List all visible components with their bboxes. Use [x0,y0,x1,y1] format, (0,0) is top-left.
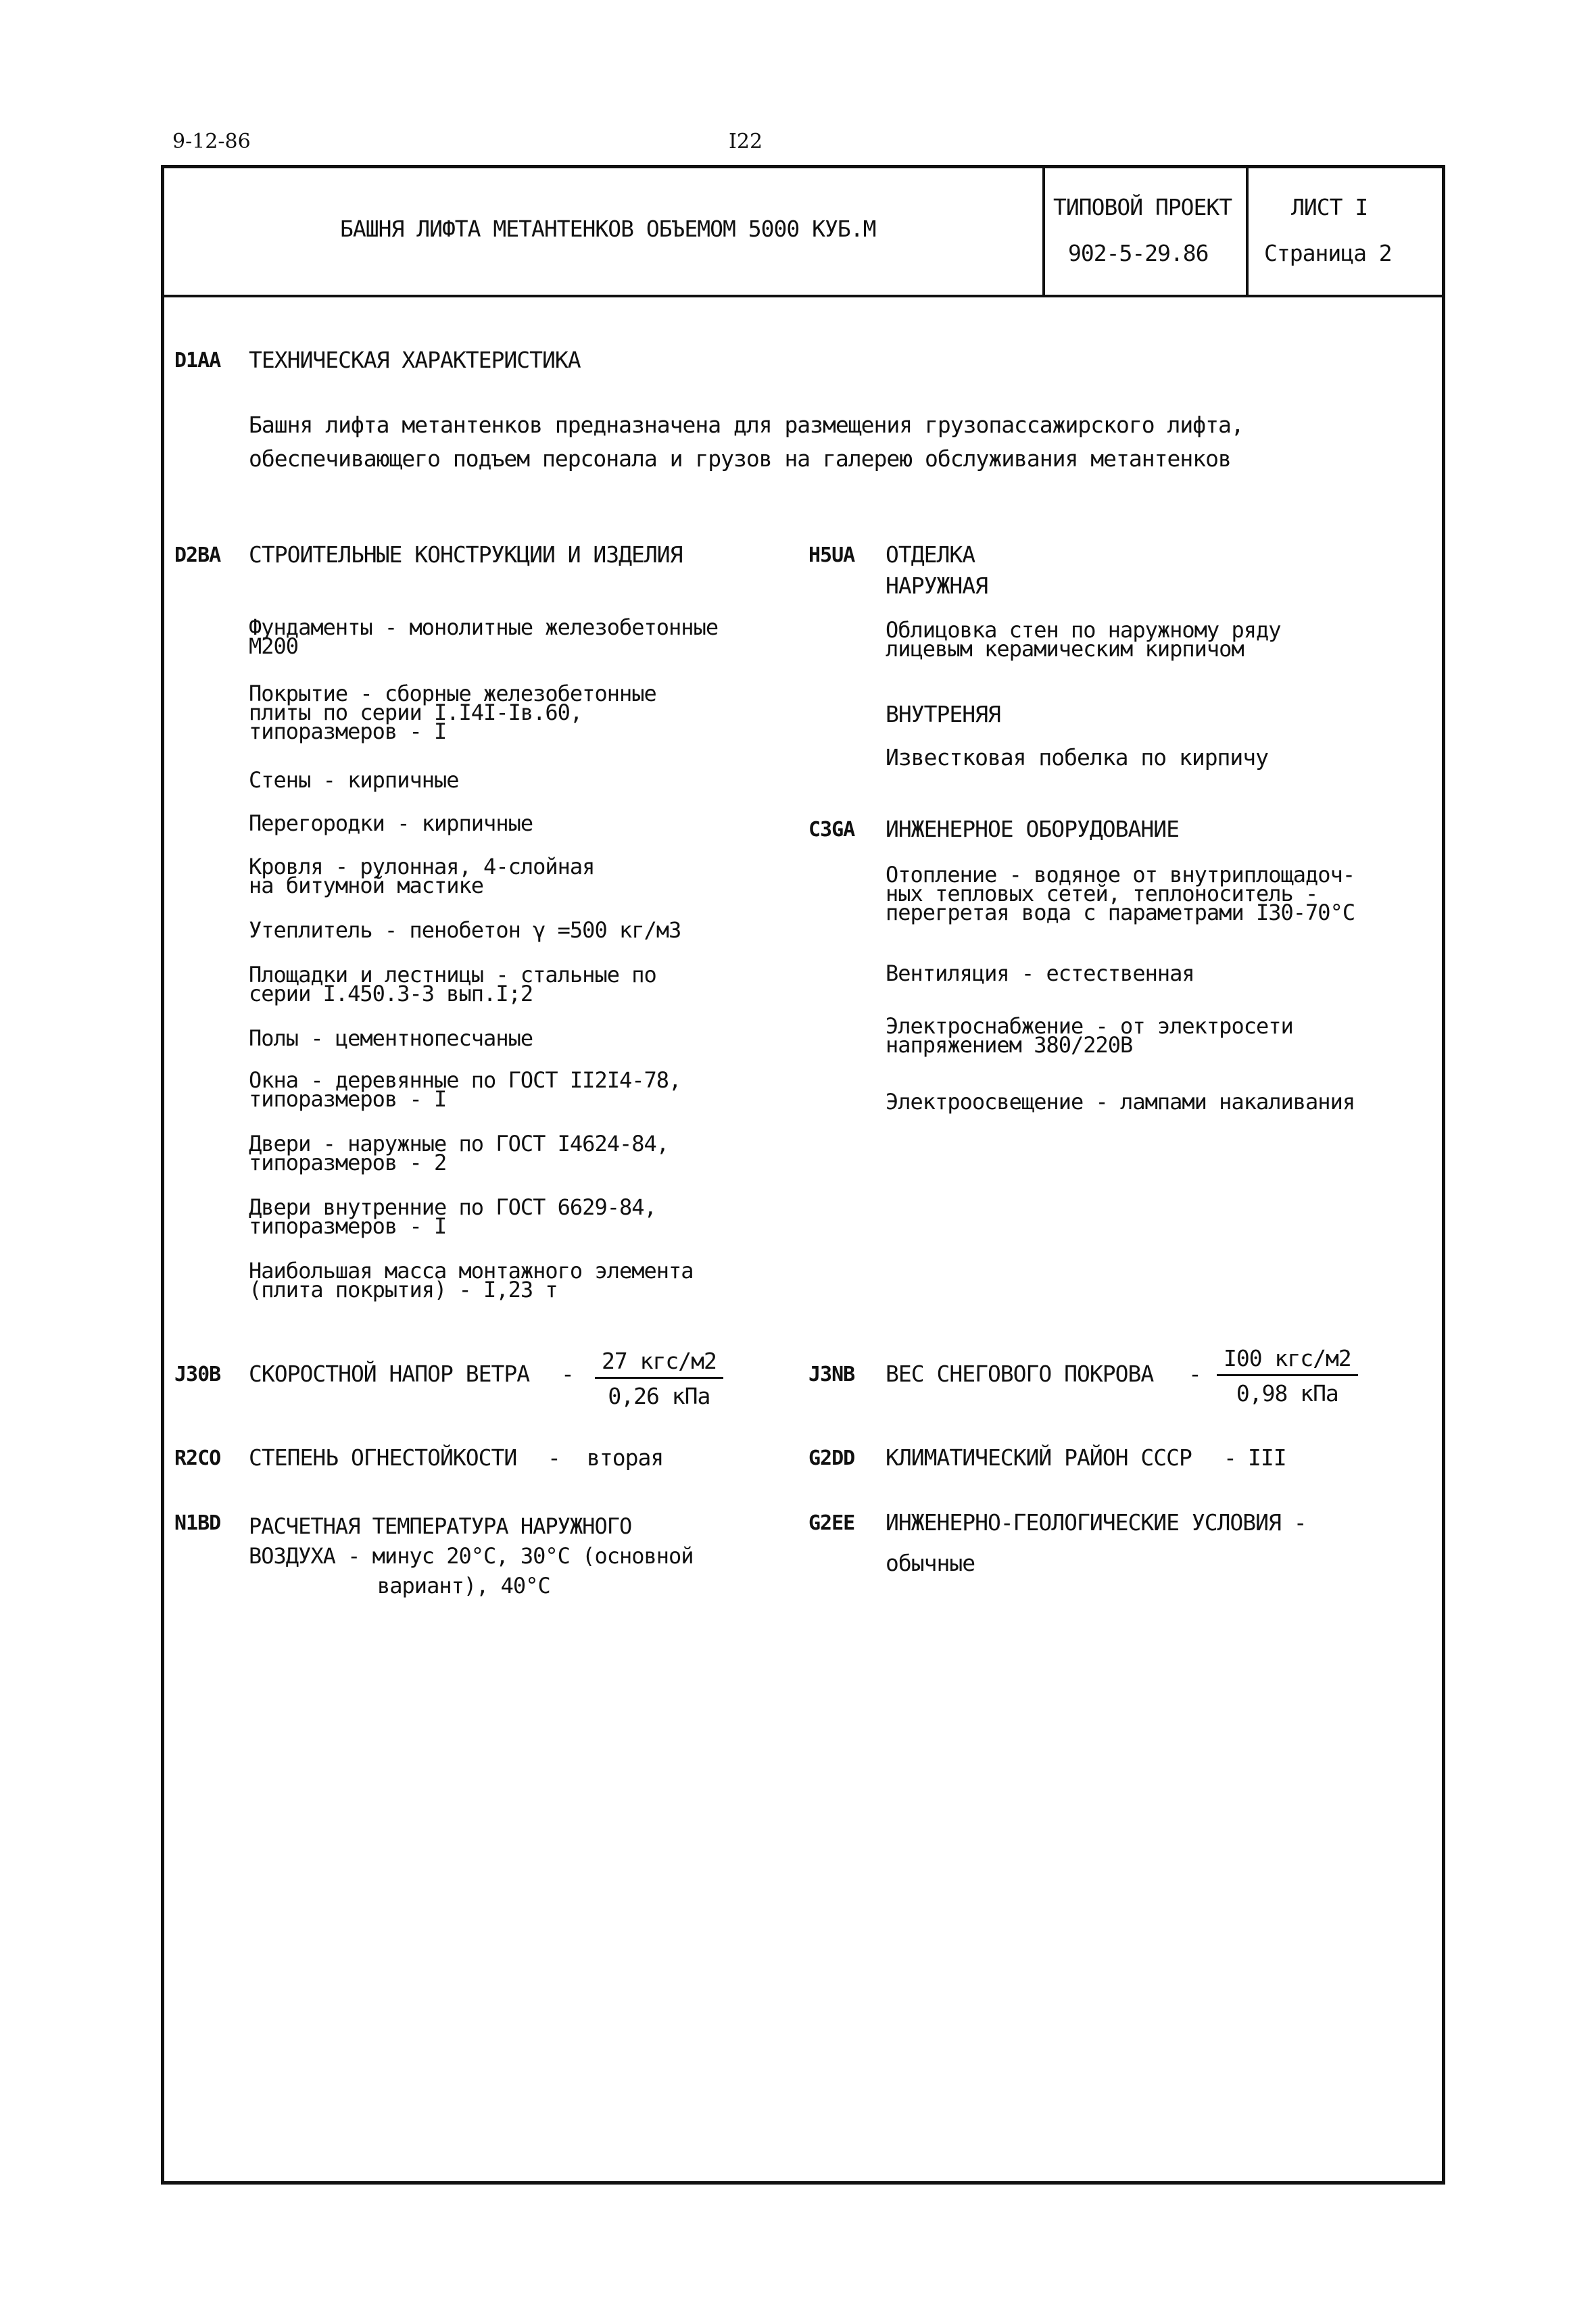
section-code-h5ua: H5UA [808,543,855,567]
wind-pressure-kgs: 27 кгс/м2 [595,1348,723,1379]
item-line: Двери внутренние по ГОСТ 6629-84, [249,1194,656,1220]
finishing-inner-text: Известковая побелка по кирпичу [886,744,1269,771]
climate-region-label: КЛИМАТИЧЕСКИЙ РАЙОН СССР [886,1444,1192,1471]
wind-pressure-kpa: 0,26 кПа [608,1383,710,1409]
section-code-j3nb: J3NB [808,1363,855,1386]
snow-load-kgs: I00 кгс/м2 [1217,1345,1358,1376]
construction-item-walls [249,767,459,793]
title-block-vline-1 [1042,165,1045,296]
fire-resistance-label: СТЕПЕНЬ ОГНЕСТОЙКОСТИ [249,1444,517,1471]
item-line: Электроснабжение - от электросети [886,1013,1293,1039]
item-line: РАСЧЕТНАЯ ТЕМПЕРАТУРА НАРУЖНОГО [249,1513,632,1539]
engineering-power [886,1013,1293,1058]
construction-item-roof-cover [249,681,656,744]
section-code-r2co: R2CO [174,1446,221,1470]
construction-item-foundations [249,614,719,659]
section-code-d2ba: D2BA [174,543,221,567]
section-code-g2ee: G2EE [808,1511,855,1535]
item-line: типоразмеров - I [249,1086,447,1112]
construction-item-inner-doors [249,1194,656,1239]
section-code-d1aa: D1AA [174,349,221,372]
item-line: (плита покрытия) - I,23 т [249,1277,558,1302]
snow-load-kpa: 0,98 кПа [1236,1380,1338,1407]
construction-item-roofing [249,854,595,898]
geology-heading: ИНЖЕНЕРНО-ГЕОЛОГИЧЕСКИЕ УСЛОВИЯ - [886,1509,1307,1536]
climate-region-value: III [1248,1444,1286,1471]
project-label: ТИПОВОЙ ПРОЕКТ [1053,194,1232,220]
item-line: Фундаменты - монолитные железобетонные [249,614,719,640]
construction-item-windows [249,1067,681,1112]
item-line: Двери - наружные по ГОСТ I4624-84, [249,1131,669,1156]
page-number: I22 [729,130,763,153]
item-line: Окна - деревянные по ГОСТ II2I4-78, [249,1067,681,1093]
item-line: ных тепловых сетей, теплоноситель - [886,881,1318,906]
finishing-outer-text [886,617,1281,662]
fire-resistance-dash: - [548,1444,560,1471]
section-heading-engineering: ИНЖЕНЕРНОЕ ОБОРУДОВАНИЕ [886,816,1179,842]
snow-load-dash: - [1188,1361,1201,1387]
item-line: Отопление - водяное от внутриплощадоч- [886,862,1355,887]
title-block-vline-2 [1246,165,1249,296]
subheading-inner: ВНУТРЕНЯЯ [886,701,1000,727]
item-line: типоразмеров - I [249,1213,447,1239]
item-line: Наибольшая масса монтажного элемента [249,1258,694,1284]
section-code-j30b: J30B [174,1363,221,1386]
item-line: Покрытие - сборные железобетонные [249,681,656,706]
engineering-heating [886,862,1355,925]
construction-item-platforms-stairs [249,962,656,1006]
construction-item-outer-doors [249,1131,669,1175]
item-line: Облицовка стен по наружному ряду [886,617,1281,643]
engineering-ventilation [886,960,1194,986]
item-line: типоразмеров - 2 [249,1150,447,1175]
snow-load-label: ВЕС СНЕГОВОГО ПОКРОВА [886,1361,1154,1387]
section-heading-technical: ТЕХНИЧЕСКАЯ ХАРАКТЕРИСТИКА [249,347,581,373]
geology-value: обычные [886,1550,975,1576]
construction-item-insulation [249,917,681,943]
title-block-divider [161,295,1445,297]
item-line: типоразмеров - I [249,718,447,744]
item-line: на битумной мастике [249,873,484,898]
item-line: М200 [249,633,299,659]
section-heading-constructions: СТРОИТЕЛЬНЫЕ КОНСТРУКЦИИ И ИЗДЕЛИЯ [249,541,683,568]
construction-item-max-mass [249,1258,694,1302]
snow-load-fraction [1217,1345,1358,1407]
design-temperature [249,1511,694,1601]
item-line: серии I.450.3-3 вып.I;2 [249,981,533,1006]
construction-item-partitions [249,810,533,836]
project-number: 902-5-29.86 [1068,240,1209,266]
page-label: Страница 2 [1264,240,1392,266]
item-line: Перегородки - кирпичные [249,810,533,836]
engineering-lighting [886,1089,1355,1115]
item-line: Кровля - рулонная, 4-слойная [249,854,595,879]
item-line: Полы - цементнопесчаные [249,1025,533,1051]
section-code-n1bd: N1BD [174,1511,221,1535]
technical-text-line-1: Башня лифта метантенков предназначена для размещения грузопассажирского лифта, [249,412,1244,438]
fire-resistance-value: вторая [587,1444,664,1471]
item-line: ВОЗДУХА - минус 20°С, 30°С (основной [249,1543,694,1569]
item-line: вариант), 40°С [377,1573,550,1599]
item-line: Стены - кирпичные [249,767,459,793]
item-line: Вентиляция - естественная [886,960,1194,986]
wind-pressure-label: СКОРОСТНОЙ НАПОР ВЕТРА [249,1361,530,1387]
document-title: БАШНЯ ЛИФТА МЕТАНТЕНКОВ ОБЪЕМОМ 5000 КУБ.М [340,216,876,242]
subheading-outer: НАРУЖНАЯ [886,572,988,599]
item-line: Электроосвещение - лампами накаливания [886,1089,1355,1115]
item-line: напряжением 380/220В [886,1032,1133,1058]
date-note: 9-12-86 [172,130,251,153]
section-code-c3ga: C3GA [808,818,855,842]
item-line: лицевым керамическим кирпичом [886,636,1244,662]
technical-text-line-2: обеспечивающего подъем персонала и грузов на галерею обслуживания метантенков [249,445,1231,472]
item-line: Утеплитель - пенобетон γ =500 кг/м3 [249,917,681,943]
section-heading-finishing: ОТДЕЛКА [886,541,975,568]
item-line: перегретая вода с параметрами I30-70°C [886,900,1355,925]
wind-pressure-fraction [595,1348,723,1409]
wind-pressure-dash: - [561,1361,574,1387]
item-line: Площадки и лестницы - стальные по [249,962,656,988]
section-code-g2dd: G2DD [808,1446,855,1470]
climate-region-dash: - [1224,1444,1236,1471]
construction-item-floors [249,1025,533,1051]
item-line: плиты по серии I.I4I-Iв.60, [249,700,583,725]
sheet-label: ЛИСТ I [1291,194,1368,220]
